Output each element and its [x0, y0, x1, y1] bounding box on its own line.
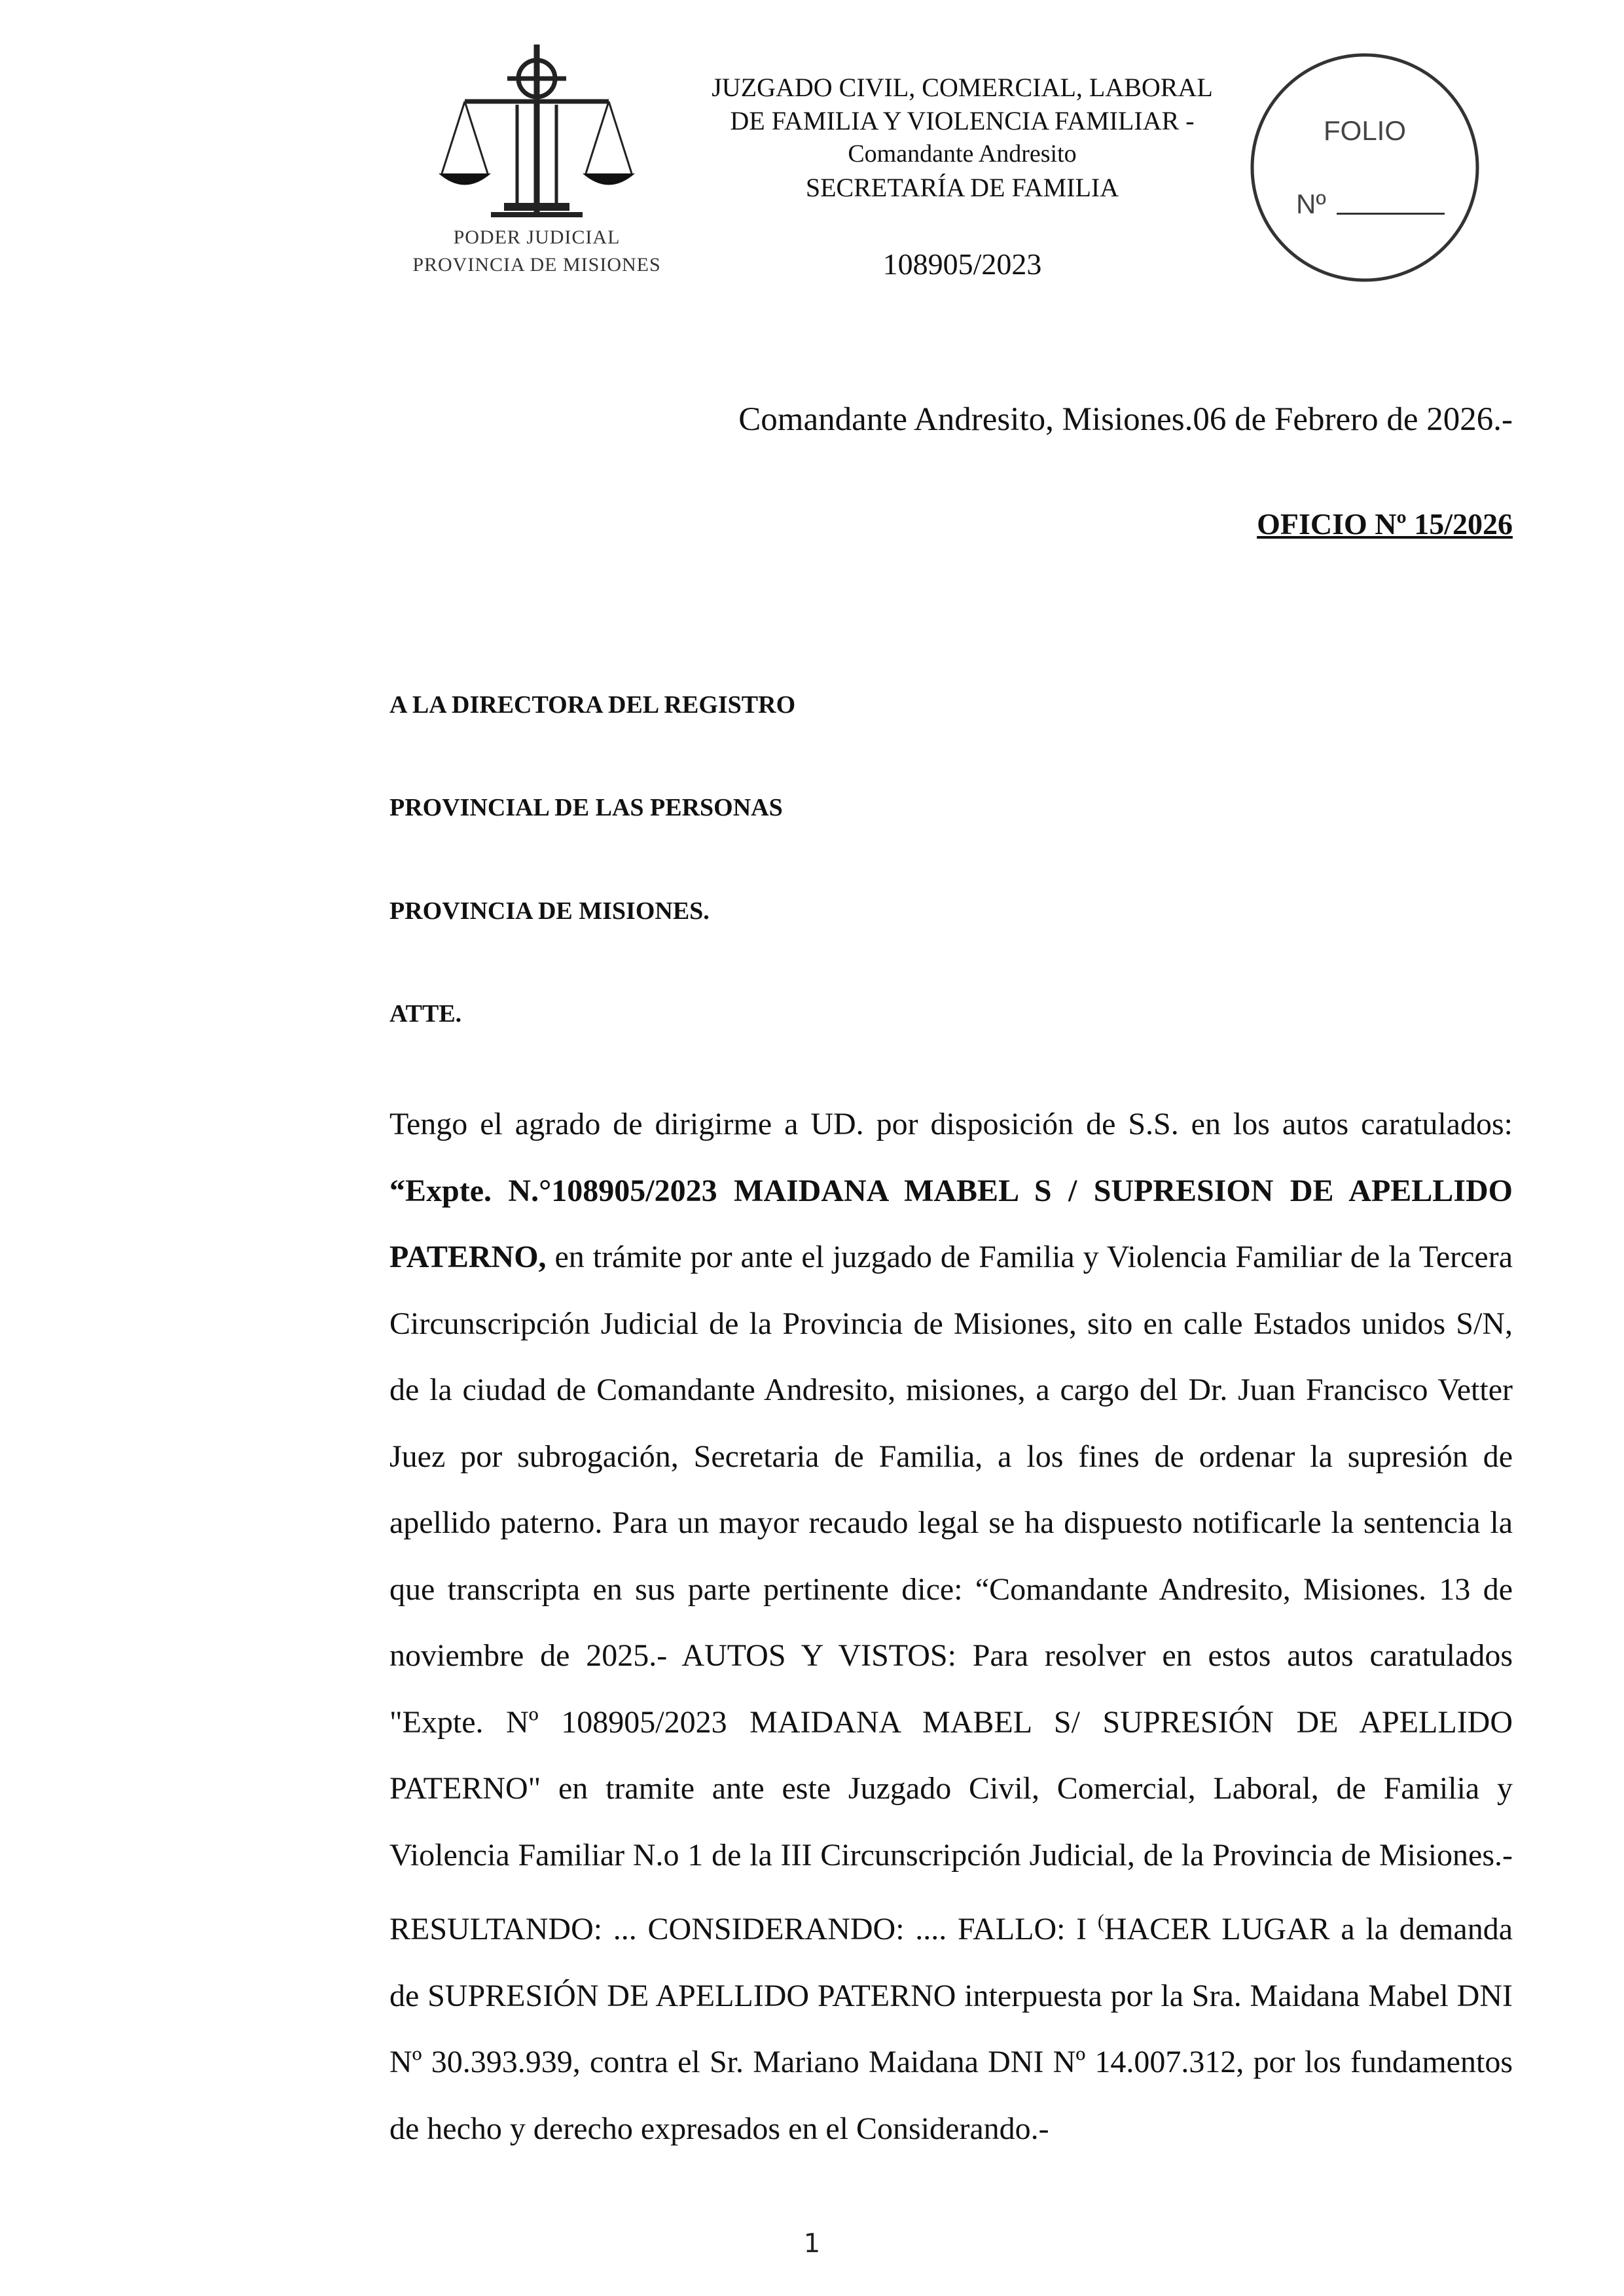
- court-line-3: Comandante Andresito: [848, 140, 1077, 168]
- folio-label: FOLIO: [1324, 115, 1407, 146]
- date-line: Comandante Andresito, Misiones.06 de Febrero de 2026.-: [738, 401, 1513, 438]
- body-intro: Tengo el agrado de dirigirme a UD. por disposición de S.S. en los autos caratulados:: [389, 1107, 1513, 1141]
- folio-number-field: [1296, 188, 1445, 220]
- folio-number-blank: [1337, 213, 1445, 215]
- recipient-line-2: PROVINCIAL DE LAS PERSONAS: [389, 794, 783, 821]
- recipient-line-3: PROVINCIA DE MISIONES.: [389, 897, 710, 925]
- body-paragraph: [389, 1091, 1513, 2162]
- seal-caption-line1: PODER JUDICIAL: [453, 226, 621, 248]
- scales-of-justice-icon: [439, 39, 635, 236]
- judicial-seal-logo: [393, 39, 681, 295]
- court-line-2: DE FAMILIA Y VIOLENCIA FAMILIAR -: [730, 106, 1195, 135]
- body-text-part1: en trámite por ante el juzgado de Familia y Violencia Familiar de la Tercera Circunscripción Judicial de la Provincia de Misiones, sito en calle Estados unidos S/N, de la ciudad de Comandante Andresito, misiones, a cargo del Dr. Juan Francisco Vetter Juez por subrogación, Secretaria de Familia, a los fines de ordenar la supresión de apellido paterno. Para un mayor recaudo legal se ha dispuesto notificarle la sentencia la que transcripta en sus parte pertinente dice: “Comandante Andresito, Misiones. 13 de noviembre de 2025.- AUTOS Y VISTOS: Para resolver en estos autos caratulados "Expte. Nº 108905/2023 MAIDANA MABEL S/ SUPRESIÓN DE APELLIDO PATERNO" en tramite ante este Juzgado Civil, Comercial, Laboral, de Familia y Violencia Familiar N.o 1 de la III Circunscripción Judicial, de la Provincia de Misiones.- RESULTANDO: ... CONSIDERANDO: .... FALLO: I: [389, 1240, 1513, 1946]
- oficio-title: OFICIO Nº 15/2026: [1257, 507, 1513, 541]
- court-line-4: SECRETARÍA DE FAMILIA: [805, 173, 1119, 202]
- court-heading: [668, 71, 1257, 204]
- court-line-1: JUZGADO CIVIL, COMERCIAL, LABORAL: [712, 73, 1213, 102]
- recipient-line-1: A LA DIRECTORA DEL REGISTRO: [389, 691, 796, 719]
- recipient-line-4: ATTE.: [389, 1000, 462, 1028]
- body-superscript: (: [1097, 1910, 1104, 1932]
- folio-number-label: Nº: [1296, 188, 1326, 219]
- body-text-part2: HACER LUGAR a la demanda de SUPRESIÓN DE APELLIDO PATERNO interpuesta por la Sra. Maidana Mabel DNI Nº 30.393.939, contra el Sr. Mariano Maidana DNI Nº 14.007.312, por los fundamentos de hecho y derecho expresados en el Considerando.-: [389, 1912, 1513, 2146]
- folio-stamp: [1247, 50, 1483, 285]
- folio-circle-icon: [1247, 50, 1483, 285]
- body-case-title: “Expte. N.°108905/2023 MAIDANA MABEL S / SUPRESION DE APELLIDO PATERNO,: [389, 1173, 1513, 1274]
- header-case-number: 108905/2023: [882, 247, 1042, 281]
- seal-caption-line2: PROVINCIA DE MISIONES: [412, 254, 661, 276]
- page-number: 1: [803, 2229, 821, 2259]
